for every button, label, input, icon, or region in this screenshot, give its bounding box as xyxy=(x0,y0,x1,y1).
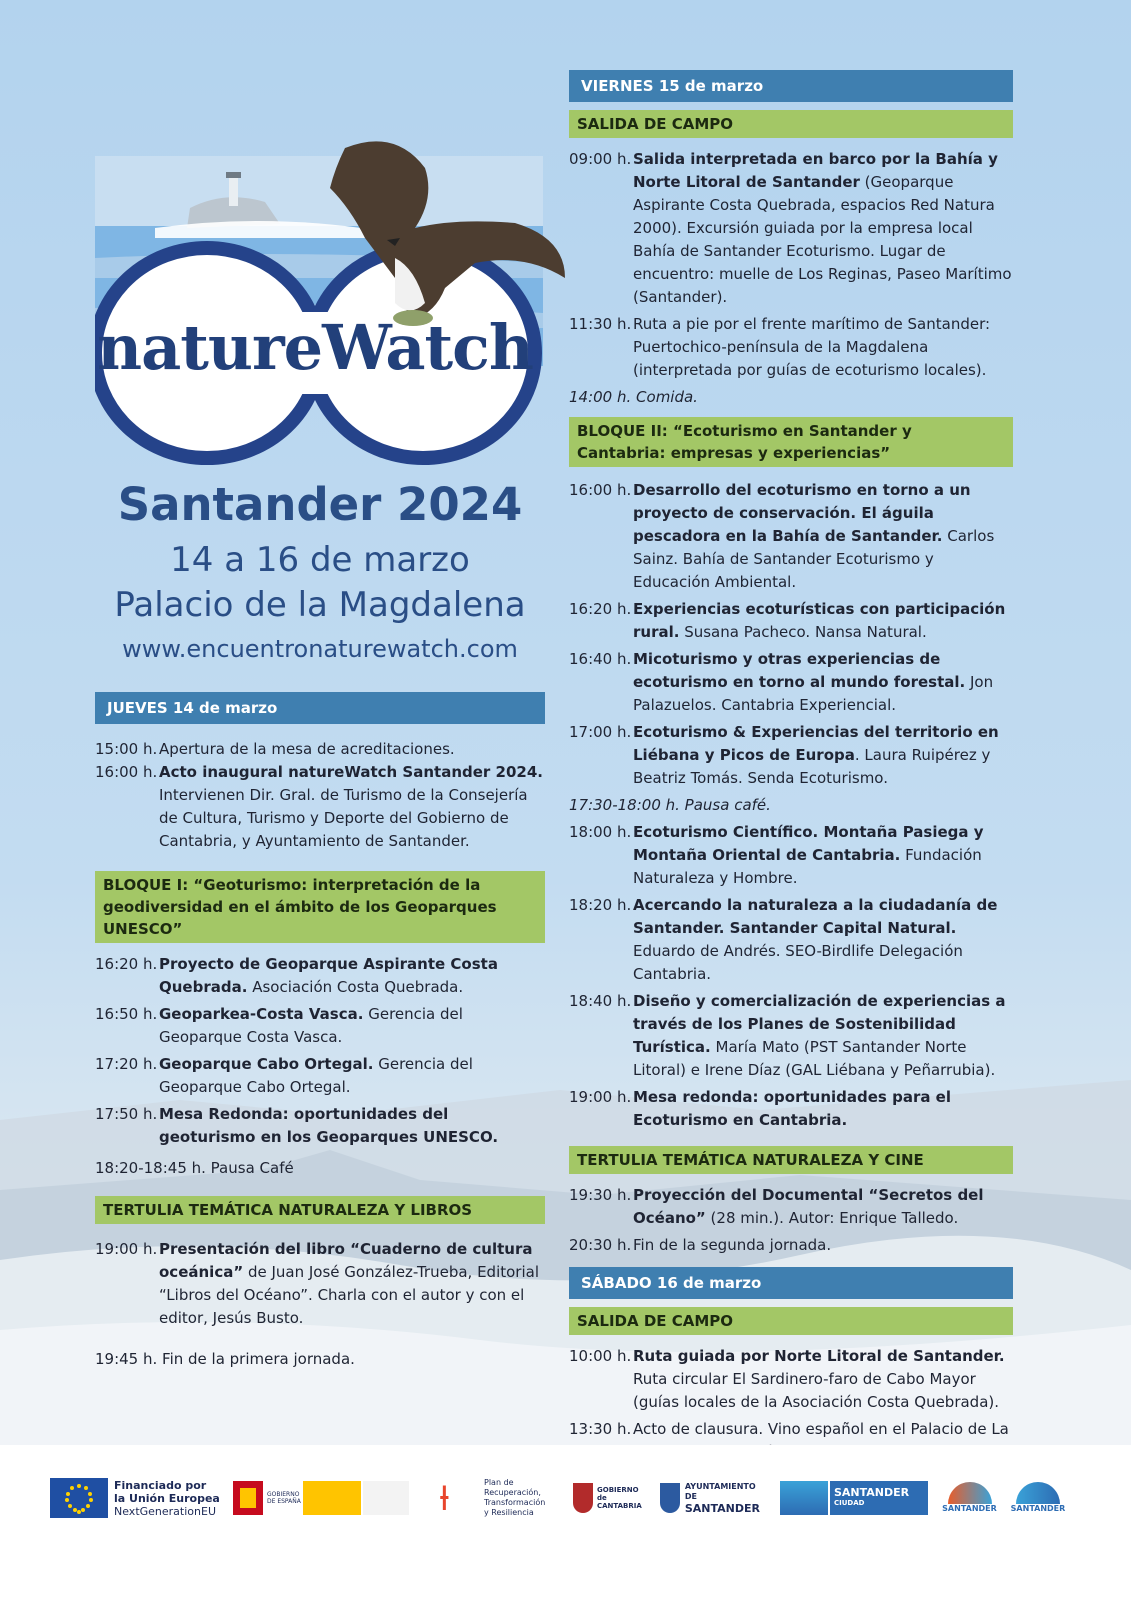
santander-brand-icon xyxy=(948,1482,992,1504)
list-item xyxy=(95,1103,545,1149)
naturewatch-logo xyxy=(95,128,575,478)
cant-text-3: CANTABRIA xyxy=(597,1502,642,1510)
friday-saturday-column xyxy=(569,70,1013,1487)
item-title: Proyección del Documental “Secretos del Océano” xyxy=(633,1186,984,1227)
item-time: 17:20 h. xyxy=(95,1055,158,1073)
cantabria-crest-icon xyxy=(573,1483,593,1513)
item-text: . Laura Ruipérez y Beatriz Tomás. Senda Ecoturismo. xyxy=(633,746,991,787)
field-trip-header: SALIDA DE CAMPO xyxy=(569,110,1013,138)
santander-crest-icon xyxy=(660,1483,680,1513)
item-text: María Mato (PST Santander Norte Litoral) e Irene Díaz (GAL Liébana y Peñarrubia). xyxy=(633,1038,996,1079)
item-text: Jon Palazuelos. Cantabria Experiencial. xyxy=(633,673,994,714)
item-time: 16:20 h. xyxy=(95,955,158,973)
item-time: 19:00 h. xyxy=(95,1240,158,1258)
item-title: Micoturismo y otras experiencias de ecoturismo en torno al mundo forestal. xyxy=(633,650,966,691)
item-time: 09:00 h. xyxy=(569,150,632,168)
eu-text-2: la Unión Europea xyxy=(114,1491,220,1505)
prtr-text-4: y Resiliencia xyxy=(484,1508,534,1517)
item-time: 11:30 h. xyxy=(569,315,632,333)
item-time: 10:00 h. xyxy=(569,1347,632,1365)
sponsor-gobierno-espana xyxy=(233,1475,413,1521)
list-item xyxy=(95,1053,545,1099)
eu-flag-icon xyxy=(50,1478,108,1518)
list-item xyxy=(569,821,1013,890)
item-text: Asociación Costa Quebrada. xyxy=(247,978,464,996)
list-item xyxy=(569,721,1013,790)
item-time: 18:40 h. xyxy=(569,992,632,1010)
list-item xyxy=(569,1184,1013,1230)
prtr-text-1: Plan de xyxy=(484,1478,514,1487)
item-title: Ecoturismo Científico. Montaña Pasiega y Montaña Oriental de Cantabria. xyxy=(633,823,984,864)
item-text: Gerencia del Geoparque Cabo Ortegal. xyxy=(159,1055,473,1096)
ministry-banner xyxy=(363,1481,409,1515)
sponsor-santander-1 xyxy=(942,1475,997,1521)
gob-text-1: GOBIERNO xyxy=(267,1491,300,1498)
sponsor-footer xyxy=(0,1445,1131,1600)
item-title: Diseño y comercialización de experiencias a través de los Planes de Sostenibilidad Turística. xyxy=(633,992,1006,1056)
item-title: Presentación del libro “Cuaderno de cultura oceánica” xyxy=(159,1240,533,1281)
brand-wordmark: natureWatch xyxy=(97,311,533,384)
event-website[interactable]: www.encuentronaturewatch.com xyxy=(122,635,518,663)
item-time: 16:00 h. xyxy=(95,763,158,781)
field-trip-header: SALIDA DE CAMPO xyxy=(569,1307,1013,1335)
eu-text-3: NextGenerationEU xyxy=(114,1504,216,1518)
item-text: (Geoparque Aspirante Costa Quebrada, espacios Red Natura 2000). Excursión guiada por la empresa local Bahía de Santander Ecoturismo. Lugar de encuentro: muelle de Los Reginas, Paseo Marítimo (Santander). xyxy=(633,173,1012,306)
item-time: 13:30 h. xyxy=(569,1420,632,1438)
list-item xyxy=(95,1003,545,1049)
item-title: Mesa redonda: oportunidades para el Ecoturismo en Cantabria. xyxy=(633,1088,951,1129)
santander-ciudad-icon xyxy=(780,1481,828,1515)
item-time: 15:00 h. xyxy=(95,740,158,758)
list-item xyxy=(569,479,1013,594)
sc-text-1: SANTANDER xyxy=(834,1486,910,1499)
item-title: Acercando la naturaleza a la ciudadanía de Santander. Santander Capital Natural. xyxy=(633,896,998,937)
item-text: Ruta circular El Sardinero-faro de Cabo Mayor (guías locales de la Asociación Costa Quebrada). xyxy=(633,1370,1000,1411)
item-title: Geoparkea-Costa Vasca. xyxy=(159,1005,364,1023)
day-friday: VIERNES 15 de marzo xyxy=(569,70,1013,102)
item-title: Ruta guiada por Norte Litoral de Santander. xyxy=(633,1347,1005,1365)
prtr-text-3: Transformación xyxy=(484,1498,546,1507)
spain-crest-icon xyxy=(233,1481,263,1515)
list-item xyxy=(95,1238,545,1330)
item-time: 16:40 h. xyxy=(569,650,632,668)
cant-text-1: GOBIERNO xyxy=(597,1486,639,1494)
item-time: 18:00 h. xyxy=(569,823,632,841)
item-text: de Juan José González-Trueba, Editorial “Libros del Océano”. Charla con el autor y con el editor, Jesús Busto. xyxy=(159,1263,539,1327)
item-title: Experiencias ecoturísticas con participación rural. xyxy=(633,600,1006,641)
ayto-text-1: AYUNTAMIENTO DE xyxy=(684,1481,756,1501)
list-item xyxy=(95,953,545,999)
thursday-column xyxy=(95,692,545,1371)
item-time: 19:00 h. xyxy=(569,1088,632,1106)
list-item xyxy=(569,894,1013,986)
item-text: Apertura de la mesa de acreditaciones. xyxy=(159,740,455,758)
list-item xyxy=(569,648,1013,717)
item-time: 19:30 h. xyxy=(569,1186,632,1204)
item-title: Geoparque Cabo Ortegal. xyxy=(159,1055,374,1073)
list-item xyxy=(569,1234,1013,1257)
list-item xyxy=(569,1086,1013,1132)
item-text: Gerencia del Geoparque Costa Vasca. xyxy=(159,1005,463,1046)
item-text: Ruta a pie por el frente marítimo de Santander: Puertochico-península de la Magdalena (interpretada por guías de ecoturismo locales). xyxy=(633,315,991,379)
s2-text: SANTANDER xyxy=(1010,1504,1066,1513)
item-text: Carlos Sainz. Bahía de Santander Ecoturismo y Educación Ambiental. xyxy=(633,527,995,591)
gob-text-2: DE ESPAÑA xyxy=(267,1498,301,1505)
santander-convention-icon xyxy=(1016,1482,1060,1504)
ayto-text-2: SANTANDER xyxy=(684,1501,761,1515)
item-text: Fundación Naturaleza y Hombre. xyxy=(633,846,982,887)
sc-text-2: CIUDAD xyxy=(834,1499,865,1507)
item-time: 20:30 h. xyxy=(569,1236,632,1254)
item-text: Eduardo de Andrés. SEO-Birdlife Delegación Cantabria. xyxy=(633,942,963,983)
prtr-logo-icon: ⟊ xyxy=(440,1478,449,1518)
coffee-break: 17:30-18:00 h. Pausa café. xyxy=(569,796,771,814)
list-item xyxy=(569,148,1013,309)
list-item xyxy=(569,1345,1013,1414)
item-text: (28 min.). Autor: Enrique Talledo. xyxy=(705,1209,959,1227)
sponsor-prtr xyxy=(440,1475,560,1521)
sponsor-ayuntamiento xyxy=(660,1475,770,1521)
cant-text-2: de xyxy=(597,1494,607,1502)
item-title: Salida interpretada en barco por la Bahía y Norte Litoral de Santander xyxy=(633,150,998,191)
item-text: Intervienen Dir. Gral. de Turismo de la Consejería de Cultura, Turismo y Deporte del Gobierno de Cantabria, y Ayuntamiento de Santander. xyxy=(159,786,528,850)
eu-text-1: Financiado por xyxy=(114,1478,207,1492)
list-item xyxy=(95,761,545,853)
list-item xyxy=(95,738,545,761)
day-thursday: JUEVES 14 de marzo xyxy=(95,692,545,724)
item-time: 16:00 h. xyxy=(569,481,632,499)
ministry-banner xyxy=(303,1481,361,1515)
item-title: Desarrollo del ecoturismo en torno a un proyecto de conservación. El águila pescadora en la Bahía de Santander. xyxy=(633,481,971,545)
lunch: 14:00 h. Comida. xyxy=(569,388,698,406)
item-title: Ecoturismo & Experiencias del territorio en Liébana y Picos de Europa xyxy=(633,723,999,764)
day-end: 19:45 h. Fin de la primera jornada. xyxy=(95,1350,355,1368)
sponsor-eu xyxy=(50,1475,220,1521)
sponsor-santander-ciudad xyxy=(780,1475,930,1521)
item-time: 16:20 h. xyxy=(569,600,632,618)
event-venue: Palacio de la Magdalena xyxy=(114,585,526,625)
item-title: Acto inaugural natureWatch Santander 2024. xyxy=(159,763,543,781)
item-text: Acto de clausura. Vino español en el Palacio de La xyxy=(633,1420,1009,1438)
item-text: Susana Pacheco. Nansa Natural. xyxy=(679,623,927,641)
sponsor-cantabria xyxy=(573,1475,648,1521)
item-time: 17:50 h. xyxy=(95,1105,158,1123)
item-time: 18:20 h. xyxy=(569,896,632,914)
tertulia-cinema-header: TERTULIA TEMÁTICA NATURALEZA Y CINE xyxy=(569,1146,1013,1174)
event-city: Santander 2024 xyxy=(117,478,523,531)
day-saturday: SÁBADO 16 de marzo xyxy=(569,1267,1013,1299)
block-2-header: BLOQUE II: “Ecoturismo en Santander y Cantabria: empresas y experiencias” xyxy=(569,417,1013,467)
item-text: Fin de la segunda jornada. xyxy=(633,1236,832,1254)
item-time: 16:50 h. xyxy=(95,1005,158,1023)
sponsor-santander-2 xyxy=(1008,1475,1068,1521)
list-item xyxy=(569,598,1013,644)
item-title: Mesa Redonda: oportunidades del geoturismo en los Geoparques UNESCO. xyxy=(159,1105,499,1146)
item-time: 17:00 h. xyxy=(569,723,632,741)
event-dates: 14 a 16 de marzo xyxy=(170,540,470,580)
list-item xyxy=(569,313,1013,382)
prtr-text-2: Recuperación, xyxy=(484,1488,541,1497)
item-title: Proyecto de Geoparque Aspirante Costa Quebrada. xyxy=(159,955,498,996)
coffee-break: 18:20-18:45 h. Pausa Café xyxy=(95,1159,294,1177)
tertulia-books-header: TERTULIA TEMÁTICA NATURALEZA Y LIBROS xyxy=(95,1196,545,1224)
s1-text: SANTANDER xyxy=(942,1504,997,1513)
list-item xyxy=(569,990,1013,1082)
block-1-header: BLOQUE I: “Geoturismo: interpretación de la geodiversidad en el ámbito de los Geoparques UNESCO” xyxy=(95,871,545,943)
